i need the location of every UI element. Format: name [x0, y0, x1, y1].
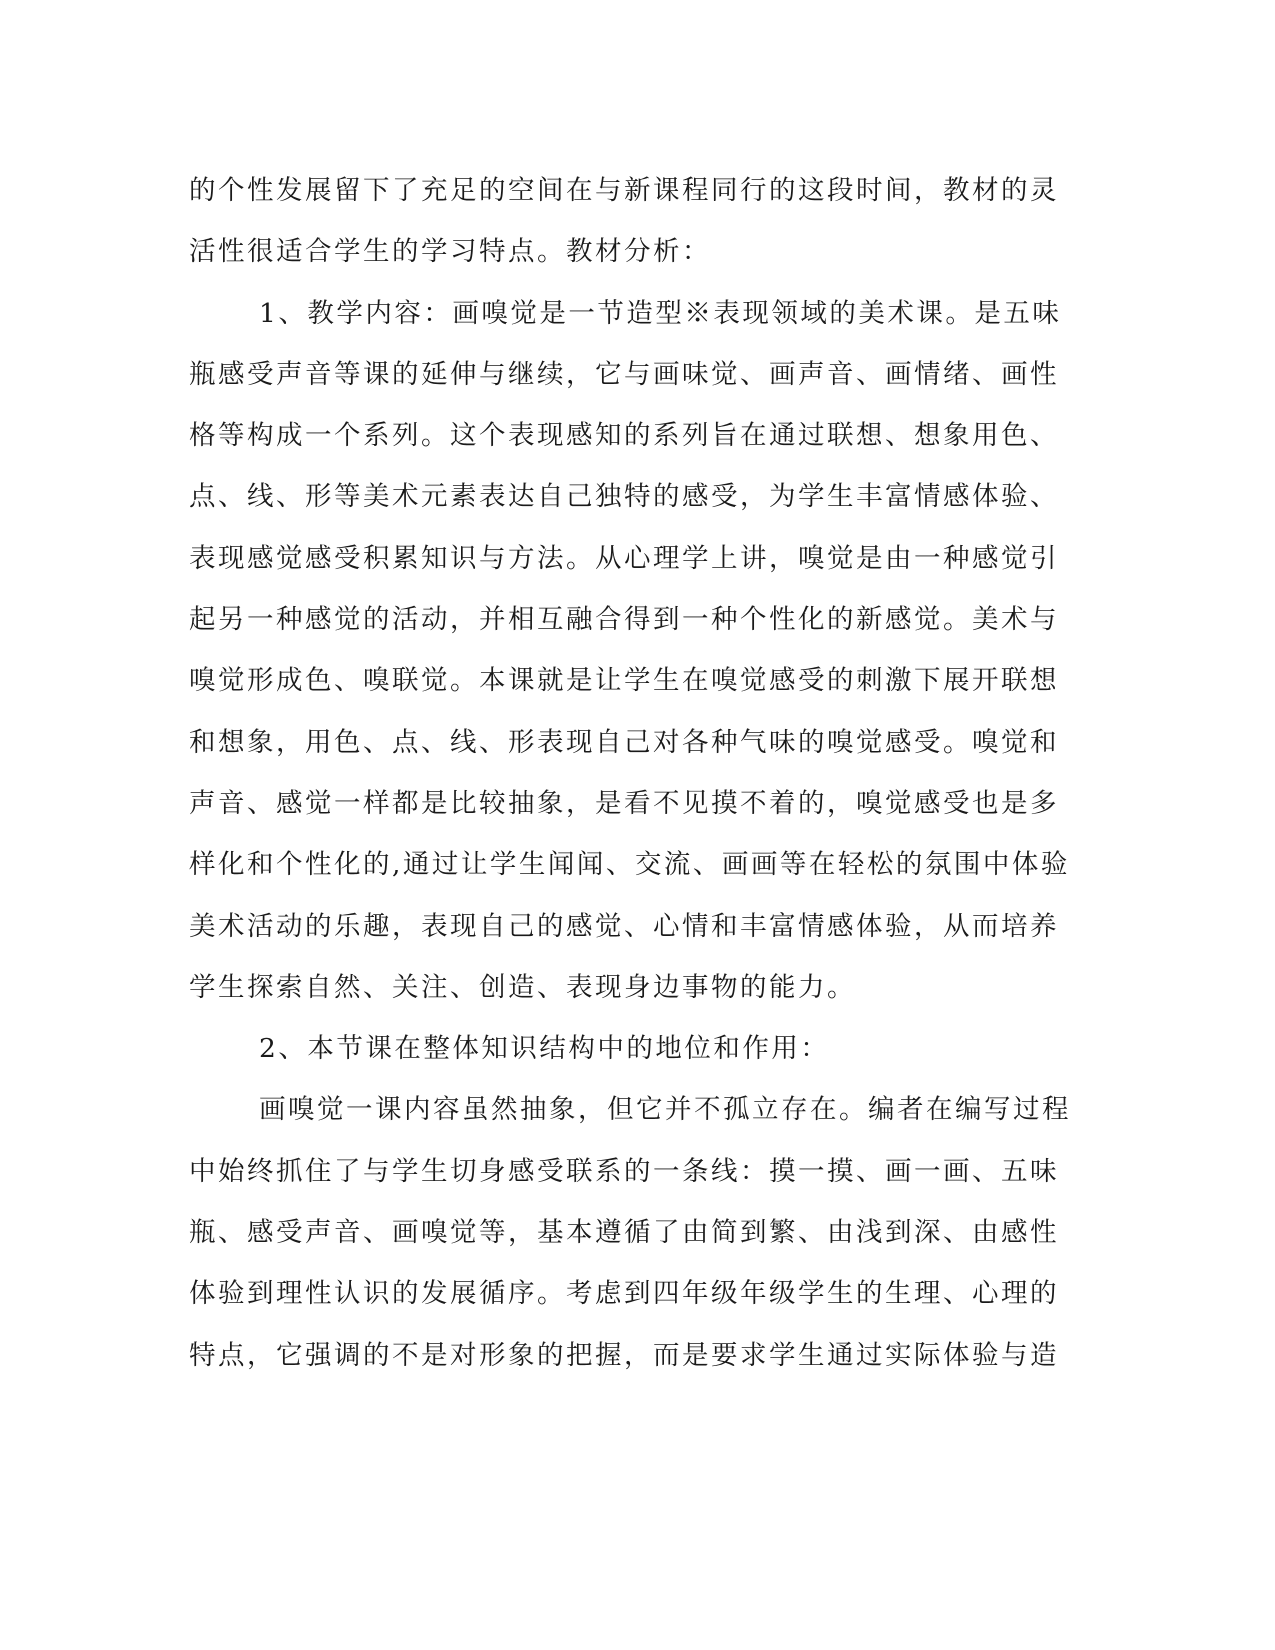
text-line-12: 样化和个性化的,通过让学生闻闻、交流、画画等在轻松的氛围中体验 [189, 849, 1070, 881]
text-line-19: 体验到理性认识的发展循序。考虑到四年级年级学生的生理、心理的 [189, 1278, 1059, 1310]
text-line-15: 2、本节课在整体知识结构中的地位和作用： [259, 1033, 830, 1065]
text-line-20: 特点，它强调的不是对形象的把握，而是要求学生通过实际体验与造 [189, 1339, 1059, 1371]
text-line-16: 画嗅觉一课内容虽然抽象，但它并不孤立存在。编者在编写过程 [259, 1094, 1071, 1126]
text-line-17: 中始终抓住了与学生切身感受联系的一条线：摸一摸、画一画、五味 [189, 1155, 1059, 1187]
body-text [189, 160, 1089, 1386]
text-line-14: 学生探索自然、关注、创造、表现身边事物的能力。 [189, 971, 856, 1003]
text-line-10: 和想象，用色、点、线、形表现自己对各种气味的嗅觉感受。嗅觉和 [189, 726, 1059, 758]
text-line-3: 1、教学内容：画嗅觉是一节造型※表现领域的美术课。是五味 [259, 297, 1062, 329]
text-line-6: 点、线、形等美术元素表达自己独特的感受，为学生丰富情感体验、 [189, 481, 1059, 513]
text-line-13: 美术活动的乐趣，表现自己的感觉、心情和丰富情感体验，从而培养 [189, 910, 1059, 942]
text-line-5: 格等构成一个系列。这个表现感知的系列旨在通过联想、想象用色、 [189, 420, 1059, 452]
text-line-2: 活性很适合学生的学习特点。教材分析： [189, 236, 711, 268]
text-line-1: 的个性发展留下了充足的空间在与新课程同行的这段时间，教材的灵 [189, 175, 1059, 206]
text-line-9: 嗅觉形成色、嗅联觉。本课就是让学生在嗅觉感受的刺激下展开联想 [189, 665, 1059, 697]
text-line-4: 瓶感受声音等课的延伸与继续，它与画味觉、画声音、画情绪、画性 [189, 358, 1059, 390]
text-line-8: 起另一种感觉的活动，并相互融合得到一种个性化的新感觉。美术与 [189, 604, 1059, 636]
text-line-11: 声音、感觉一样都是比较抽象，是看不见摸不着的，嗅觉感受也是多 [189, 787, 1059, 819]
text-line-18: 瓶、感受声音、画嗅觉等，基本遵循了由简到繁、由浅到深、由感性 [189, 1217, 1059, 1249]
text-line-7: 表现感觉感受积累知识与方法。从心理学上讲，嗅觉是由一种感觉引 [189, 542, 1059, 574]
